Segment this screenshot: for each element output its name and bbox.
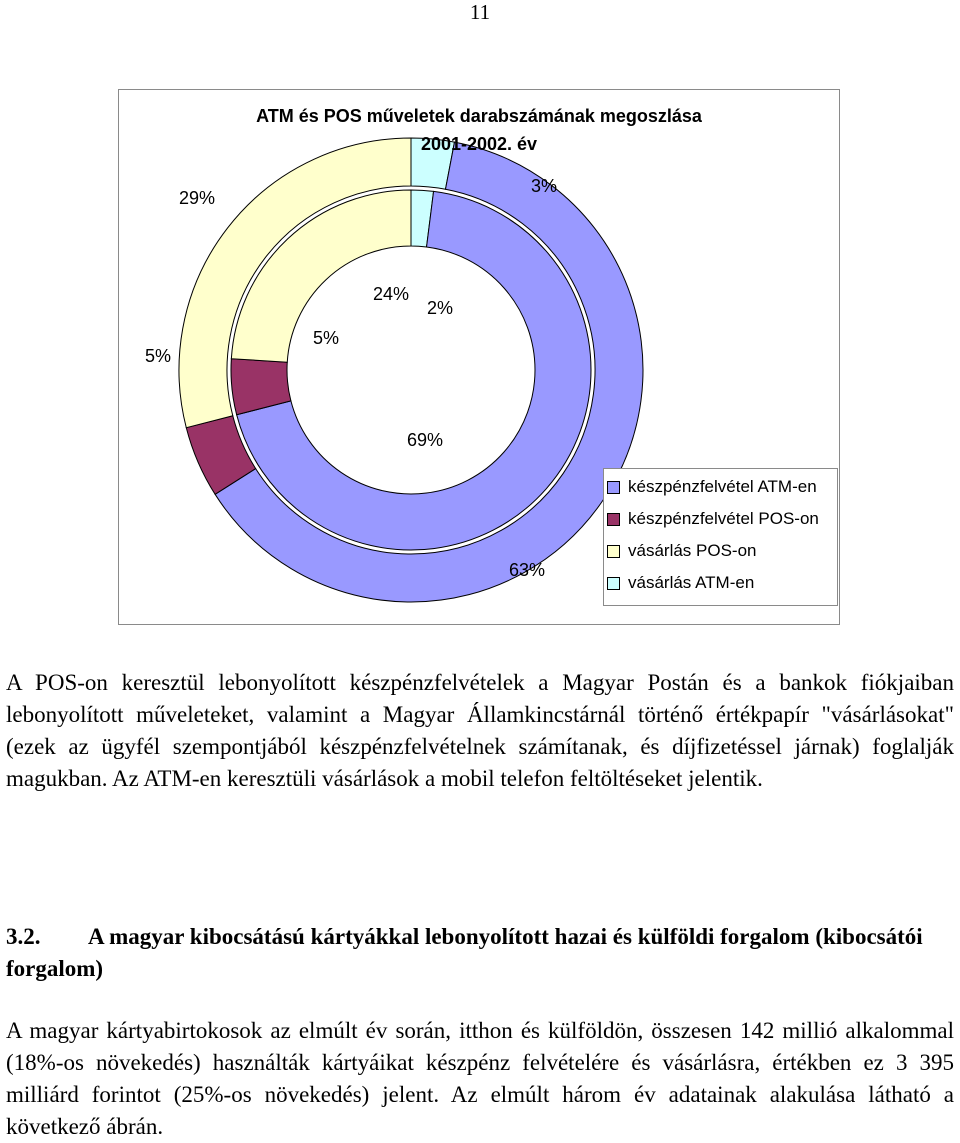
legend-item-atm-cash <box>604 471 817 503</box>
legend-label: készpénzfelvétel ATM-en <box>628 477 817 496</box>
legend-swatch <box>607 513 620 526</box>
outer-data-label-pos-purchase: 29% <box>179 188 216 208</box>
legend-label: vásárlás POS-on <box>628 541 757 560</box>
chart-title <box>119 102 839 158</box>
outer-data-label-atm-cash: 63% <box>509 560 546 580</box>
paragraph-issuer-traffic: A magyar kártyabirtokosok az elmúlt év során, itthon és külföldön, összesen 142 millió alkalommal (18%-os növekedés) használták kártyáikat készpénz felvételére és vásárlásra, értékben ez 3 395 milliárd forintot (25%-os növekedés) jelent. Az elmúlt három év adatainak alakulása látható a következő ábrán. <box>6 1018 954 1139</box>
legend-item-atm-purchase <box>604 567 754 599</box>
paragraph-pos-atm-explanation: A POS-on keresztül lebonyolított készpénzfelvételek a Magyar Postán és a bankok fiókjaiban lebonyolított műveleteket, valamint a Magyar Államkincstárnál történő értékpapír "vásárlásokat" (ezek az ügyfél szempontjából készpénzfelvételnek számítanak, és díjfizetéssel járnak) foglalják magukban. Az ATM-en keresztüli vásárlások a mobil telefon feltöltéseket jelentik. <box>6 670 954 791</box>
legend-swatch <box>607 481 620 494</box>
section-heading <box>6 921 954 985</box>
inner-data-label-atm-cash: 69% <box>407 430 444 450</box>
legend-swatch <box>607 577 620 590</box>
outer-data-label-pos-cash: 5% <box>145 346 172 366</box>
page-number: 11 <box>469 0 491 24</box>
inner-data-label-pos-cash: 5% <box>313 328 340 348</box>
outer-data-label-atm-purchase: 3% <box>531 176 558 196</box>
section-number: 3.2. <box>6 924 41 949</box>
legend-item-pos-purchase <box>604 535 757 567</box>
legend-label: készpénzfelvétel POS-on <box>628 509 819 528</box>
legend-item-pos-cash <box>604 503 819 535</box>
section-title: A magyar kibocsátású kártyákkal lebonyolított hazai és külföldi forgalom (kibocsátói forgalom) <box>6 924 923 981</box>
inner-data-label-atm-purchase: 2% <box>427 298 454 318</box>
chart-title-line2: 2001-2002. év <box>420 134 538 154</box>
legend-swatch <box>607 545 620 558</box>
chart-legend <box>603 468 838 606</box>
chart-title-line1: ATM és POS műveletek darabszámának megoszlása <box>256 106 702 126</box>
legend-label: vásárlás ATM-en <box>628 573 755 592</box>
donut-chart <box>118 89 840 625</box>
inner-data-label-pos-purchase: 24% <box>373 284 410 304</box>
